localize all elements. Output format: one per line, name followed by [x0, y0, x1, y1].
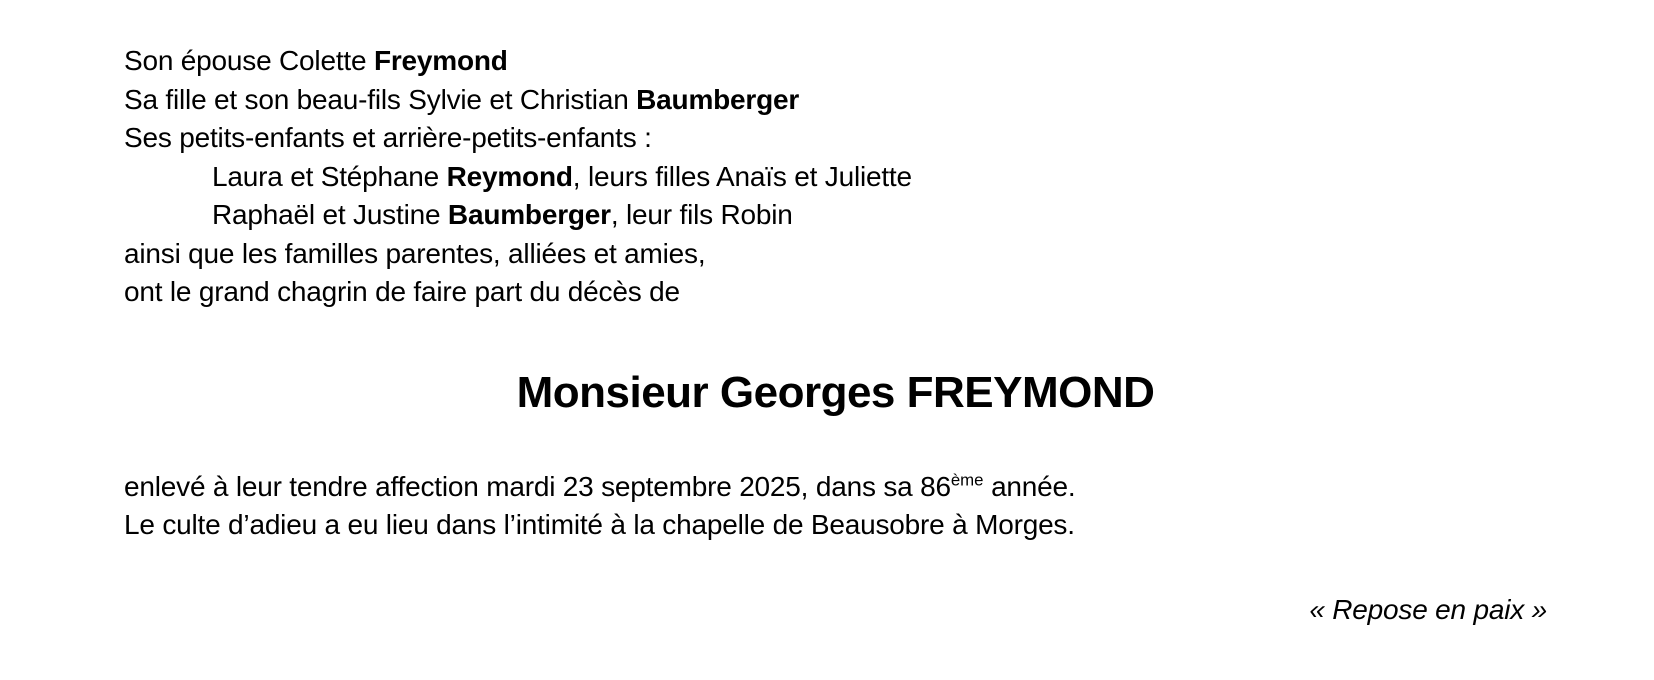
- family-surname-bold: Baumberger: [636, 83, 800, 115]
- family-line-text: , leur fils Robin: [610, 199, 793, 230]
- family-surname-bold: Baumberger: [447, 199, 611, 230]
- family-surname-bold: Freymond: [373, 45, 508, 76]
- family-line-grandchild-2: [124, 196, 1547, 235]
- family-line-text: Son épouse Colette: [124, 45, 374, 76]
- family-line-text: Ses petits-enfants et arrière-petits-enfants :: [124, 122, 652, 153]
- family-line-announcement: [124, 273, 1547, 312]
- death-date-text: année.: [983, 470, 1076, 502]
- family-line-text: ont le grand chagrin de faire part du décès de: [124, 276, 680, 307]
- notice-details: [124, 468, 1547, 545]
- death-date-line: [124, 468, 1547, 507]
- death-date-text: enlevé à leur tendre affection mardi 23 septembre 2025, dans sa 86: [124, 470, 951, 502]
- family-line-relatives: [124, 235, 1547, 274]
- family-line-text: ainsi que les familles parentes, alliées et amies,: [124, 237, 706, 269]
- family-line-grandchild-1: [124, 158, 1547, 197]
- deceased-name: Monsieur Georges FREYMOND: [516, 367, 1155, 417]
- family-intro: [124, 42, 1547, 312]
- family-line-grandchildren-header: [124, 119, 1547, 158]
- family-line-text: , leurs filles Anaïs et Juliette: [572, 160, 912, 192]
- ceremony-line: Le culte d’adieu a eu lieu dans l’intimité à la chapelle de Beausobre à Morges.: [124, 509, 1075, 540]
- family-line-text: Laura et Stéphane: [212, 160, 447, 192]
- closing-quote: « Repose en paix »: [1309, 593, 1547, 625]
- family-surname-bold: Reymond: [446, 160, 573, 192]
- ordinal-superscript: ème: [950, 470, 984, 490]
- family-line-text: Sa fille et son beau-fils Sylvie et Christian: [124, 83, 637, 115]
- family-line-text: Raphaël et Justine: [212, 199, 448, 230]
- family-line-daughter: [124, 81, 1547, 120]
- family-line-spouse: [124, 42, 1547, 81]
